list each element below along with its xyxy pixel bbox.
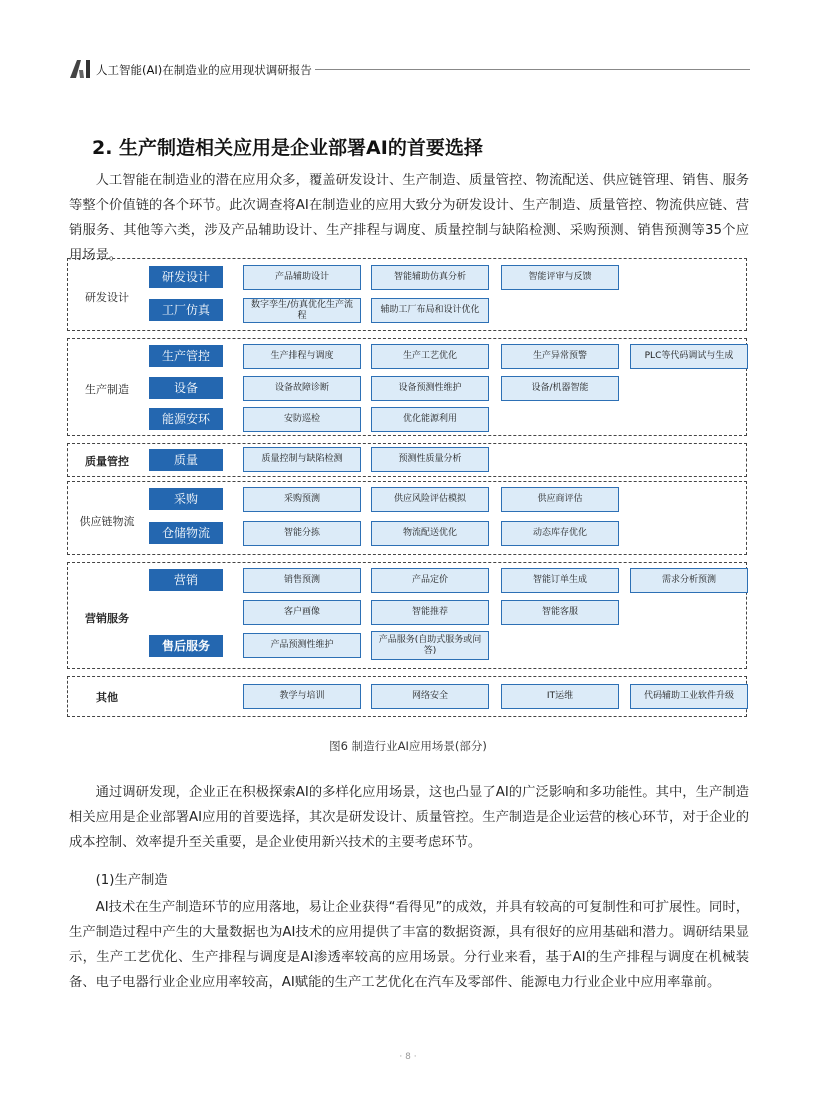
app-item: 预测性质量分析 — [371, 447, 489, 472]
subheading — [69, 868, 749, 893]
header-rule — [315, 69, 750, 70]
app-item: 数字孪生/仿真优化生产流程 — [243, 298, 361, 323]
category-marketing: 营销 — [149, 569, 223, 591]
category-equipment: 设备 — [149, 377, 223, 399]
app-item: 产品定价 — [371, 568, 489, 593]
app-item: 产品预测性维护 — [243, 633, 361, 658]
subheading-text: (1)生产制造 — [95, 873, 168, 888]
app-item: 产品辅助设计 — [243, 265, 361, 290]
app-item: 智能客服 — [501, 600, 619, 625]
intro-paragraph — [69, 168, 749, 268]
category-energy-safety: 能源安环 — [149, 408, 223, 430]
app-item: 销售预测 — [243, 568, 361, 593]
app-item: 安防巡检 — [243, 407, 361, 432]
app-item: 智能评审与反馈 — [501, 265, 619, 290]
section-title: 2. 生产制造相关应用是企业部署AI的首要选择 — [92, 137, 483, 159]
app-item: 教学与培训 — [243, 684, 361, 709]
app-item: PLC等代码调试与生成 — [630, 344, 748, 369]
app-item: 智能推荐 — [371, 600, 489, 625]
app-item: 生产排程与调度 — [243, 344, 361, 369]
group-marketing — [67, 562, 747, 669]
report-title: 人工智能(AI)在制造业的应用现状调研报告 — [96, 63, 312, 77]
app-item: 设备预测性维护 — [371, 376, 489, 401]
page-number: · 8 · — [399, 1052, 417, 1062]
category-warehouse: 仓储物流 — [149, 522, 223, 544]
app-item: 质量控制与缺陷检测 — [243, 447, 361, 472]
category-rd-design: 研发设计 — [149, 266, 223, 288]
intro-text: 人工智能在制造业的潜在应用众多，覆盖研发设计、生产制造、质量管控、物流配送、供应链管理、销售、服务等整个价值链的各个环节。此次调查将AI在制造业的应用大致分为研发设计、生产制造、质量管控、物流供应链、营销服务、其他等六类，涉及产品辅助设计、生产排程与调度、质量控制与缺陷检测、采购预测、销售预测等35个应用场景。 — [69, 173, 749, 263]
app-item: 生产工艺优化 — [371, 344, 489, 369]
page-header — [70, 60, 750, 80]
group-production — [67, 338, 747, 436]
group-label-production: 生产制造 — [85, 383, 129, 396]
app-item: 供应风险评估模拟 — [371, 487, 489, 512]
group-label-rd: 研发设计 — [85, 291, 129, 304]
category-factory-sim: 工厂仿真 — [149, 299, 223, 321]
production-paragraph — [69, 895, 749, 995]
group-quality — [67, 443, 747, 477]
category-prod-control: 生产管控 — [149, 345, 223, 367]
app-item: 设备故障诊断 — [243, 376, 361, 401]
app-item: 客户画像 — [243, 600, 361, 625]
app-item: 生产异常预警 — [501, 344, 619, 369]
group-supply-chain — [67, 481, 747, 555]
app-item: 智能分拣 — [243, 521, 361, 546]
findings-paragraph — [69, 780, 749, 855]
category-after-sales: 售后服务 — [149, 635, 223, 657]
app-item: 产品服务(自助式服务或问答) — [371, 631, 489, 660]
app-item: 辅助工厂布局和设计优化 — [371, 298, 489, 323]
app-item: 代码辅助工业软件升级 — [630, 684, 748, 709]
app-item: 智能辅助仿真分析 — [371, 265, 489, 290]
group-other — [67, 676, 747, 717]
category-procurement: 采购 — [149, 488, 223, 510]
app-item: 动态库存优化 — [501, 521, 619, 546]
app-item: 采购预测 — [243, 487, 361, 512]
figure-caption: 图6 制造行业AI应用场景(部分) — [329, 739, 487, 753]
group-label-marketing: 营销服务 — [85, 612, 129, 625]
ai-application-diagram — [67, 258, 749, 718]
app-item: 优化能源利用 — [371, 407, 489, 432]
app-item: 需求分析预测 — [630, 568, 748, 593]
app-item: 网络安全 — [371, 684, 489, 709]
app-item: 物流配送优化 — [371, 521, 489, 546]
production-text: AI技术在生产制造环节的应用落地，易让企业获得“看得见”的成效，并具有较高的可复制性和可扩展性。同时，生产制造过程中产生的大量数据也为AI技术的应用提供了丰富的数据资源，具有很好的应用基础和潜力。调研结果显示，生产工艺优化、生产排程与调度是AI渗透率较高的应用场景。分行业来看，基于AI的生产排程与调度在机械装备、电子电器行业企业应用率较高，AI赋能的生产工艺优化在汽车及零部件、能源电力行业企业中应用率靠前。 — [69, 900, 749, 990]
group-label-other: 其他 — [96, 691, 118, 704]
category-quality: 质量 — [149, 449, 223, 471]
findings-text: 通过调研发现，企业正在积极探索AI的多样化应用场景，这也凸显了AI的广泛影响和多功能性。其中，生产制造相关应用是企业部署AI应用的首要选择，其次是研发设计、质量管控。生产制造是企业运营的核心环节，对于企业的成本控制、效率提升至关重要，是企业使用新兴技术的主要考虑环节。 — [69, 785, 749, 850]
app-item: 智能订单生成 — [501, 568, 619, 593]
app-item: 设备/机器智能 — [501, 376, 619, 401]
group-rd — [67, 258, 747, 331]
group-label-supply-chain: 供应链物流 — [79, 515, 135, 528]
ai-logo-icon — [70, 60, 92, 78]
app-item: IT运维 — [501, 684, 619, 709]
group-label-quality: 质量管控 — [85, 455, 129, 468]
app-item: 供应商评估 — [501, 487, 619, 512]
